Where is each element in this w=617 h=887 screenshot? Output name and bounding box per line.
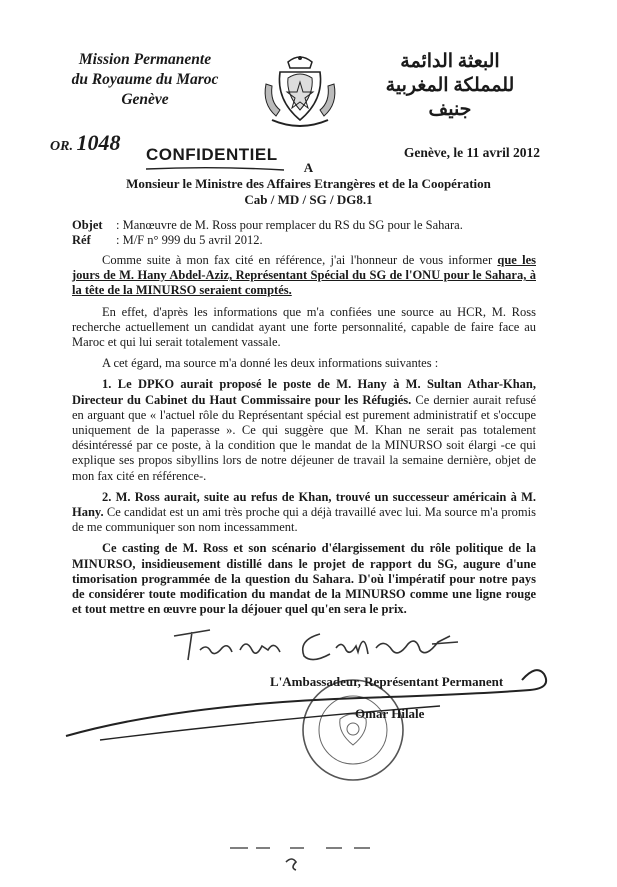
- arabic-line-1: البعثة الدائمة: [400, 51, 500, 72]
- letter-body: [72, 253, 536, 623]
- paragraph-2: En effet, d'après les informations que m'a confiées une source au HCR, M. Ross recherche actuellement un candidat ayant une forte personnalité, capable de faire face au Maroc et qui lui serait totalement vassale.: [72, 304, 536, 350]
- paragraph-4-bold: 1. Le DPKO aurait proposé le poste de M. Hany à M. Sultan Athar-Khan, Directeur du Cabinet du Haut Commissaire pour les Réfugiés.: [72, 377, 536, 407]
- reference-label: Réf: [72, 233, 91, 247]
- paragraph-5-rest: Ce candidat est un ami très proche qui a déjà travaillé avec lui. Ma source m'a promis de me communiquer son nom incessamment.: [72, 505, 536, 535]
- recipient: Monsieur le Ministre des Affaires Etrangères et de la Coopération: [126, 176, 491, 191]
- mission-header: [55, 50, 235, 110]
- recipient-code: Cab / MD / SG / DG8.1: [244, 192, 373, 207]
- mission-line-3: Genève: [121, 91, 169, 108]
- paragraph-3: A cet égard, ma source m'a donné les deux informations suivantes :: [102, 356, 439, 371]
- mission-line-2: du Royaume du Maroc: [71, 71, 219, 88]
- paragraph-5: [72, 490, 536, 536]
- arabic-line-3: جنيف: [428, 99, 472, 120]
- mission-line-1: Mission Permanente: [78, 51, 212, 68]
- signatory-title: L'Ambassadeur, Représentant Permanent: [270, 674, 504, 689]
- paragraph-1-underlined: que les jours de M. Hany Abdel-Aziz, Représentant Spécial du SG de l'ONU pour le Sahara, à la tête de la MINURSO seraient comptés.: [72, 253, 536, 298]
- subject-label: Objet: [72, 218, 103, 232]
- paragraph-4-rest: Ce dernier aurait refusé en arguant que « l'actuel rôle du Représentant spécial est purement administratif et s'occupe uniquement de la paperasse ». Ce qui suggère que M. Khan ne serait pas totalement désintéressé par ce poste, à la condition que le mandat de la MINURSO soit élargi -ce qui explique ses propos sibyllins lors de notre déjeuner de travail la semaine dernière, objet de mon fax cité en référence-.: [72, 392, 536, 483]
- ref-number: [50, 130, 120, 156]
- address-to: A: [303, 160, 314, 175]
- reference-line: [72, 233, 463, 248]
- arabic-header: [360, 50, 540, 122]
- letter-date: Genève, le 11 avril 2012: [403, 145, 540, 160]
- coat-of-arms-icon: [258, 50, 342, 134]
- arabic-line-2: للمملكة المغربية: [385, 75, 515, 96]
- paragraph-1-start: Comme suite à mon fax cité en référence, j'ai l'honneur de vous informer: [102, 253, 498, 267]
- reference-text: : M/F n° 999 du 5 avril 2012.: [116, 233, 263, 247]
- paragraph-6: Ce casting de M. Ross et son scénario d'élargissement du rôle politique de la MINURSO, insidieusement distillé dans le projet de rapport du SG, augure d'une timorisation programmée de la question du Sahara. D'où l'impératif pour notre pays de considérer toute modification du mandat de la MINURSO comme une ligne rouge et tout mettre en œuvre pour la déjouer quel qu'en sera le prix.: [72, 541, 536, 617]
- paragraph-1: [72, 253, 536, 299]
- subject-text: : Manœuvre de M. Ross pour remplacer du RS du SG pour le Sahara.: [116, 218, 463, 232]
- subject-line: [72, 218, 463, 233]
- classification-label: CONFIDENTIEL: [146, 145, 278, 164]
- ref-num: 1048: [76, 130, 121, 155]
- ref-prefix: OR.: [50, 139, 73, 154]
- page-footer-marks: [230, 844, 380, 874]
- paragraph-5-bold: 2. M. Ross aurait, suite au refus de Khan, trouvé un successeur américain à M. Hany.: [72, 489, 536, 520]
- subject-block: [72, 218, 463, 248]
- paragraph-4: [72, 377, 536, 483]
- signatory-name: Omar Hilale: [355, 706, 425, 721]
